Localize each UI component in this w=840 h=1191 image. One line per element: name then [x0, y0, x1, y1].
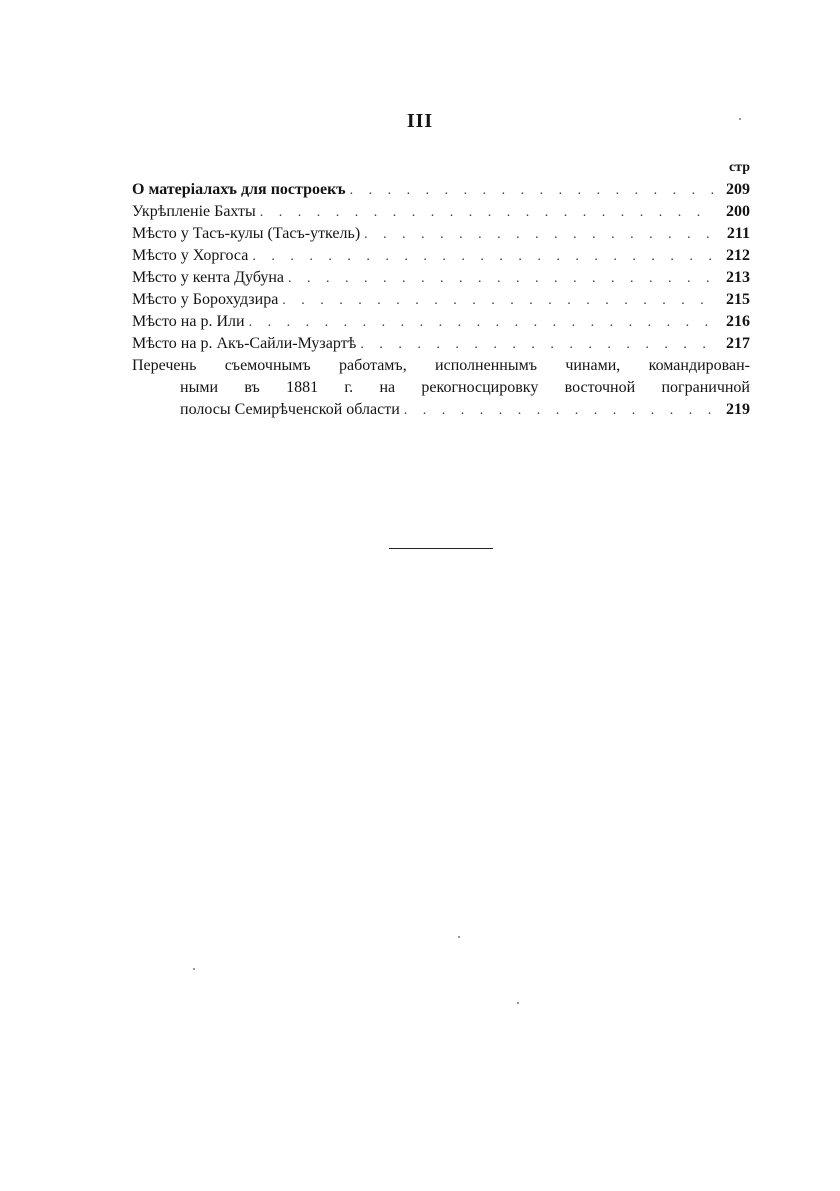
- toc-entry: [132, 201, 750, 223]
- toc-entry: [132, 179, 750, 201]
- section-divider: [389, 548, 493, 549]
- toc-entry-title: Мѣсто у Борохудзира: [132, 291, 279, 308]
- toc-entry-title: полосы Семирѣченской области: [180, 401, 400, 418]
- toc-entry-page: 200: [726, 203, 750, 220]
- toc-entry: [132, 289, 750, 311]
- toc-entry-title: Мѣсто у Хоргоса: [132, 247, 249, 264]
- toc-entry: [132, 311, 750, 333]
- dot-leader: [252, 246, 716, 268]
- toc-entry: [132, 333, 750, 355]
- toc-entry-title: Мѣсто у кента Дубуна: [132, 269, 285, 286]
- toc-entry-page: 213: [726, 269, 750, 286]
- table-of-contents: [132, 157, 750, 421]
- toc-entry-page: 215: [726, 291, 750, 308]
- print-speck: [739, 118, 741, 120]
- toc-entry-page: 211: [726, 225, 750, 242]
- print-speck: [193, 968, 195, 970]
- toc-entry-title: О матеріалахъ для построекъ: [132, 181, 346, 198]
- toc-entry-title: Укрѣпленіе Бахты: [132, 203, 256, 220]
- toc-entry-line: ными въ 1881 г. на рекогносцировку восточной пограничной: [180, 379, 750, 396]
- toc-entry-page: 216: [726, 313, 750, 330]
- toc-entry-page: 217: [726, 335, 750, 352]
- toc-entry: [132, 245, 750, 267]
- toc-entry-title: Мѣсто на р. Акъ-Сайли-Музартѣ: [132, 335, 357, 352]
- toc-entry: [132, 223, 750, 245]
- dot-leader: [282, 290, 716, 312]
- toc-entry-title: Мѣсто у Тасъ-кулы (Тасъ-уткель): [132, 225, 361, 242]
- dot-leader: [249, 312, 716, 334]
- toc-entry-page: 209: [726, 181, 750, 198]
- print-speck: [458, 936, 460, 938]
- page-number: III: [406, 110, 434, 132]
- toc-entry-title: Мѣсто на р. Или: [132, 313, 245, 330]
- toc-entry-multiline: [132, 355, 750, 421]
- page-column-heading: стр: [728, 160, 750, 175]
- dot-leader: [404, 400, 716, 422]
- toc-entry: [132, 267, 750, 289]
- toc-entry-page: 212: [726, 247, 750, 264]
- print-speck: [517, 1002, 519, 1004]
- toc-entry-line: Перечень съемочнымъ работамъ, исполненнымъ чинами, командирован-: [132, 357, 750, 374]
- dot-leader: [360, 334, 716, 356]
- toc-entry-line: [132, 399, 750, 421]
- dot-leader: [260, 202, 716, 224]
- toc-entry-page: 219: [726, 401, 750, 418]
- dot-leader: [350, 180, 716, 202]
- dot-leader: [288, 268, 716, 290]
- dot-leader: [364, 224, 716, 246]
